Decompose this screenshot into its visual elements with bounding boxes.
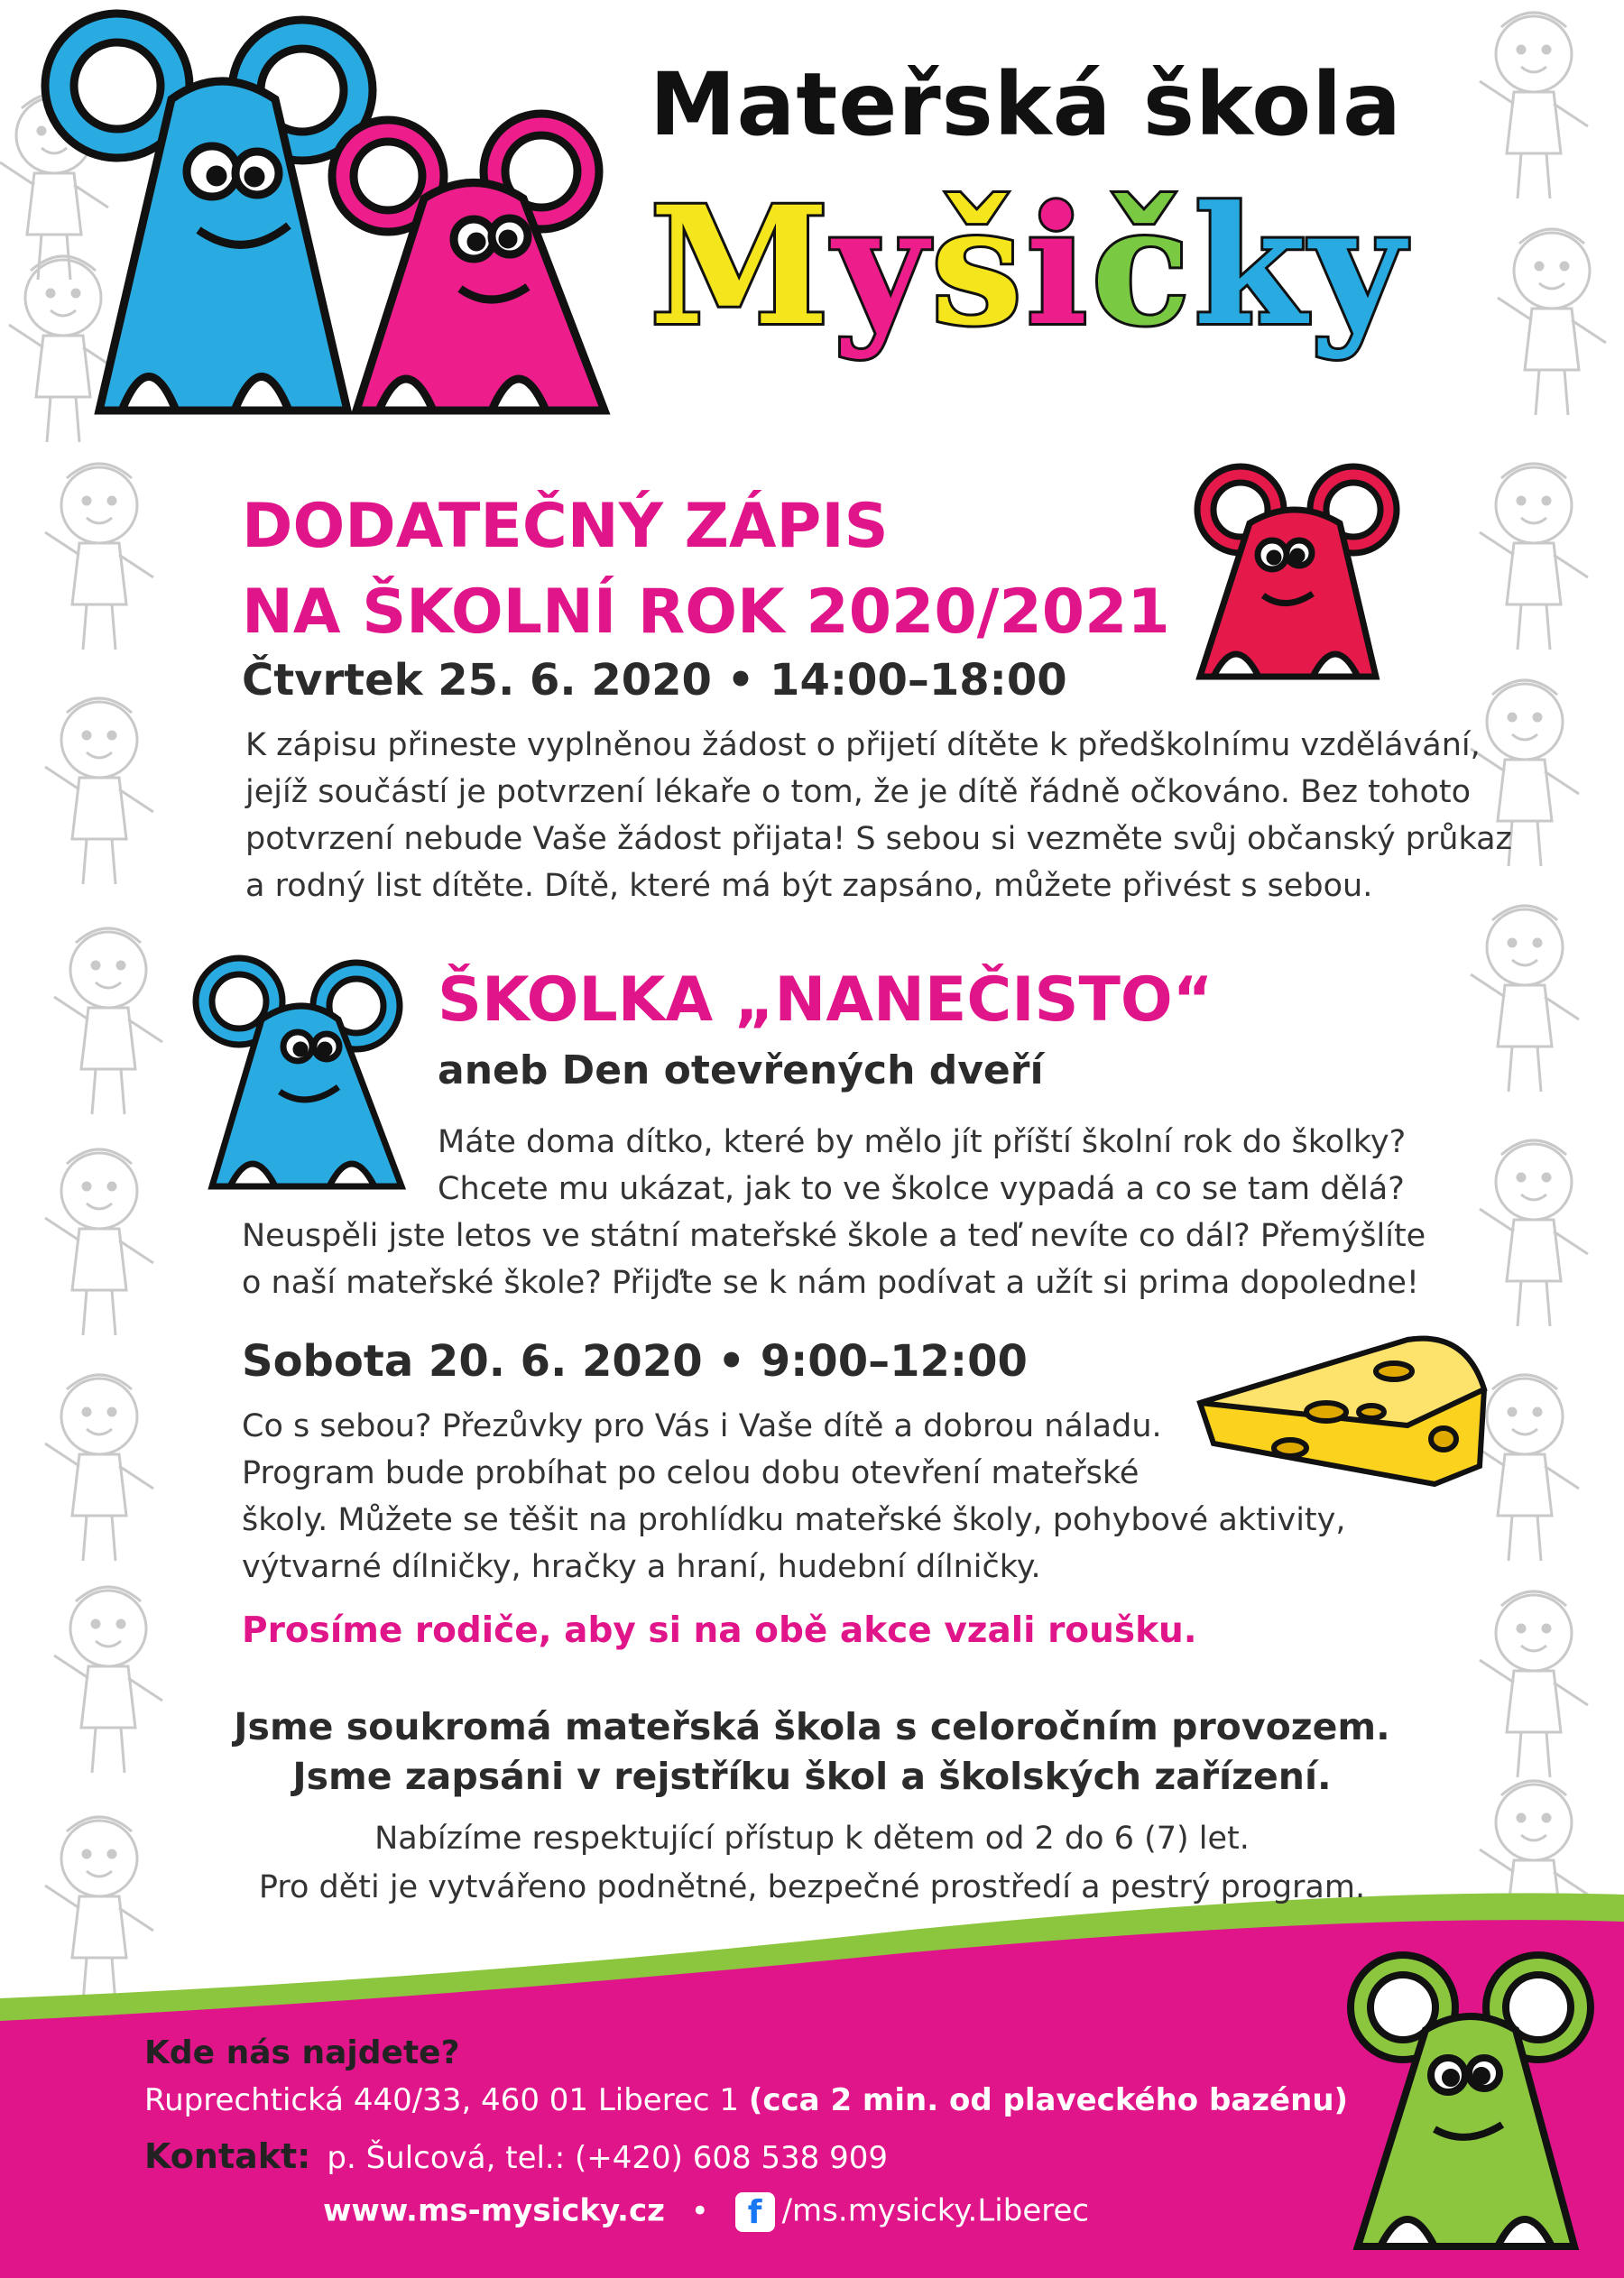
school-name-title <box>650 171 1408 362</box>
facebook-icon[interactable]: f <box>735 2192 775 2232</box>
open-day-details <box>242 1403 1346 1591</box>
open-day-text-line: Máte doma dítko, které by mělo jít příští školní rok do školky? <box>438 1124 1407 1160</box>
contact-text: p. Šulcová, tel.: (+420) 608 538 909 <box>327 2140 889 2176</box>
open-day-text-line: Chcete mu ukázat, jak to ve školce vypadá a co se tam dělá? <box>438 1171 1405 1207</box>
footer-where-heading: Kde nás najdete? <box>144 2034 460 2071</box>
enrollment-text-line: potvrzení nebude Vaše žádost přijata! S sebou si vezměte svůj občanský průkaz <box>245 821 1512 857</box>
school-name-letter: i <box>1026 171 1092 362</box>
open-day-intro-a <box>438 1119 1406 1213</box>
red-mouse-illustration <box>1197 466 1397 677</box>
enrollment-date: Čtvrtek 25. 6. 2020 • 14:00–18:00 <box>242 655 1067 706</box>
footer-address <box>144 2082 1348 2118</box>
enrollment-text-line: K zápisu přineste vyplněnou žádost o přijetí dítěte k předškolnímu vzdělávání, <box>245 727 1481 763</box>
school-name-letter: k <box>1194 171 1310 362</box>
open-day-details-line: výtvarné dílničky, hračky a hraní, hudební dílničky. <box>242 1549 1041 1585</box>
open-day-text-line: Neuspěli jste letos ve státní mateřské škole a teď nevíte co dál? Přemýšlíte <box>242 1218 1426 1254</box>
magenta-mouse-logo <box>332 114 604 410</box>
enrollment-title-line2: NA ŠKOLNÍ ROK 2020/2021 <box>242 576 1170 648</box>
kid-outline-right <box>1471 13 1606 1967</box>
facebook-link[interactable]: /ms.mysicky.Liberec <box>781 2192 1090 2229</box>
enrollment-text-line: a rodný list dítěte. Dítě, které má být zapsáno, můžete přivést s sebou. <box>245 868 1373 904</box>
address-text: Ruprechtická 440/33, 460 01 Liberec 1 <box>144 2082 749 2118</box>
mask-notice: Prosíme rodiče, aby si na obě akce vzali roušku. <box>242 1610 1197 1651</box>
about-line-bold-2: Jsme zapsáni v rejstříku škol a školských zařízení. <box>292 1755 1332 1798</box>
school-name-letter: y <box>833 171 931 362</box>
open-day-text-line: o naší mateřské škole? Přijďte se k nám podívat a užít si prima dopoledne! <box>242 1265 1419 1301</box>
footer-web <box>323 2192 1089 2232</box>
open-day-details-line: Co s sebou? Přezůvky pro Vás i Vaše dítě a dobrou náladu. <box>242 1408 1162 1444</box>
address-note: (cca 2 min. od plaveckého bazénu) <box>748 2082 1349 2118</box>
enrollment-title-line1: DODATEČNÝ ZÁPIS <box>242 491 889 562</box>
school-name-letter: y <box>1309 171 1408 362</box>
open-day-subtitle: aneb Den otevřených dveří <box>438 1047 1044 1093</box>
enrollment-text-line: jejíž součástí je potvrzení lékaře o tom, že je dítě řádně očkováno. Bez tohoto <box>245 774 1471 810</box>
enrollment-text <box>245 722 1512 909</box>
school-type-title: Mateřská škola <box>650 54 1402 155</box>
website-link[interactable]: www.ms-mysicky.cz <box>323 2192 665 2229</box>
about-line-2: Pro děti je vytvářeno podnětné, bezpečné prostředí a pestrý program. <box>258 1869 1366 1905</box>
school-name-letter: č <box>1091 171 1195 362</box>
web-separator: • <box>690 2192 709 2229</box>
open-day-date: Sobota 20. 6. 2020 • 9:00–12:00 <box>242 1336 1028 1387</box>
blue-mouse-illustration <box>196 958 401 1186</box>
footer-contact <box>144 2136 888 2176</box>
blue-mouse-logo <box>45 14 373 410</box>
school-name-letter: M <box>650 171 834 362</box>
contact-label: Kontakt: <box>144 2136 311 2176</box>
open-day-intro-b <box>242 1213 1426 1306</box>
open-day-details-line: Program bude probíhat po celou dobu otevření mateřské <box>242 1455 1140 1491</box>
about-line-bold-1: Jsme soukromá mateřská škola s celoročním provozem. <box>234 1705 1390 1748</box>
open-day-title: ŠKOLKA „NANEČISTO“ <box>438 964 1213 1036</box>
school-name-letter: š <box>930 171 1027 362</box>
open-day-details-line: školy. Můžete se těšit na prohlídku mateřské školy, pohybové aktivity, <box>242 1502 1346 1538</box>
about-line-1: Nabízíme respektující přístup k dětem od 2 do 6 (7) let. <box>374 1821 1250 1857</box>
